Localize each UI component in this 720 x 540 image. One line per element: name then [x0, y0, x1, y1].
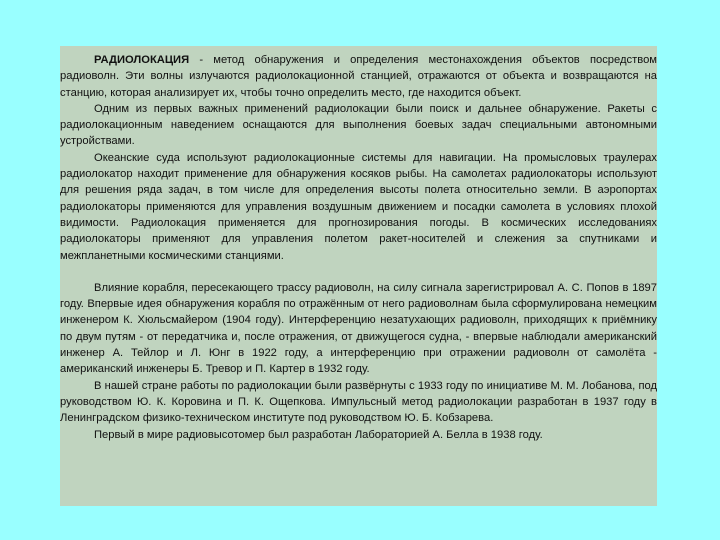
- paragraph-radio-altimeter: [60, 427, 657, 443]
- paragraph-text: Одним из первых важных применений радиолокации были поиск и дальнее обнаружение. Ракеты с радиолокационным наведением оснащаются для выполнения боевых задач специальными автономными устройствами.: [60, 102, 657, 148]
- paragraph-modern-applications: [60, 150, 657, 264]
- paragraph-national-research: [60, 378, 657, 427]
- text-block: [60, 46, 657, 506]
- paragraph-text: - метод обнаружения и определения местонахождения объектов посредством радиоволн. Эти волны излучаются радиолокационной станцией, отражаются от объекта и возвращаются на станцию, которая анализирует их, чтобы точно определить место, где находится объект.: [60, 54, 657, 99]
- paragraph-text: Первый в мире радиовысотомер был разработан Лабораторией А. Белла в 1938 году.: [94, 428, 543, 441]
- paragraph-history: [60, 280, 657, 378]
- paragraph-definition: [60, 52, 657, 101]
- paragraph-text: Влияние корабля, пересекающего трассу радиоволн, на силу сигнала зарегистрировал А. С. Попов в 1897 году. Впервые идея обнаружения корабля по отражённым от него радиоволнам была сформулирована немецким инженером К. Хюльсмайером (1904 году). Интерференцию незатухающих радиоволн, приходящих к приёмнику по двум путям - от передатчика и, после отражения, от движущегося судна, - впервые наблюдали американский инженер А. Тейлор и Л. Юнг в 1922 году, а интерференцию при отражении радиоволн от самолёта - американский инженеры Б. Тревор и П. Картер в 1932 году.: [60, 281, 657, 376]
- paragraph-text: Океанские суда используют радиолокационные системы для навигации. На промысловых траулерах радиолокатор находит применение для обнаружения косяков рыбы. На самолетах радиолокаторы используют для решения ряда задач, в том числе для определения высоты полета относительно земли. В аэропортах радиолокаторы применяются для управления воздушным движением и посадки самолета в условиях плохой видимости. Радиолокация применяется для прогнозирования погоды. В космических исследованиях радиолокаторы применяют для управления полетом ракет-носителей и слежения за спутниками и межпланетными космическими станциями.: [60, 151, 657, 262]
- paragraph-text: В нашей стране работы по радиолокации были развёрнуты с 1933 году по инициативе М. М. Лобанова, под руководством Ю. К. Коровина и П. К. Ощепкова. Импульсный метод радиолокации разработан в 1937 году в Ленинградском физико-техническом институте под руководством Ю. Б. Кобзарева.: [60, 379, 657, 425]
- paragraph-early-applications: [60, 101, 657, 150]
- term-heading: РАДИОЛОКАЦИЯ: [94, 54, 190, 66]
